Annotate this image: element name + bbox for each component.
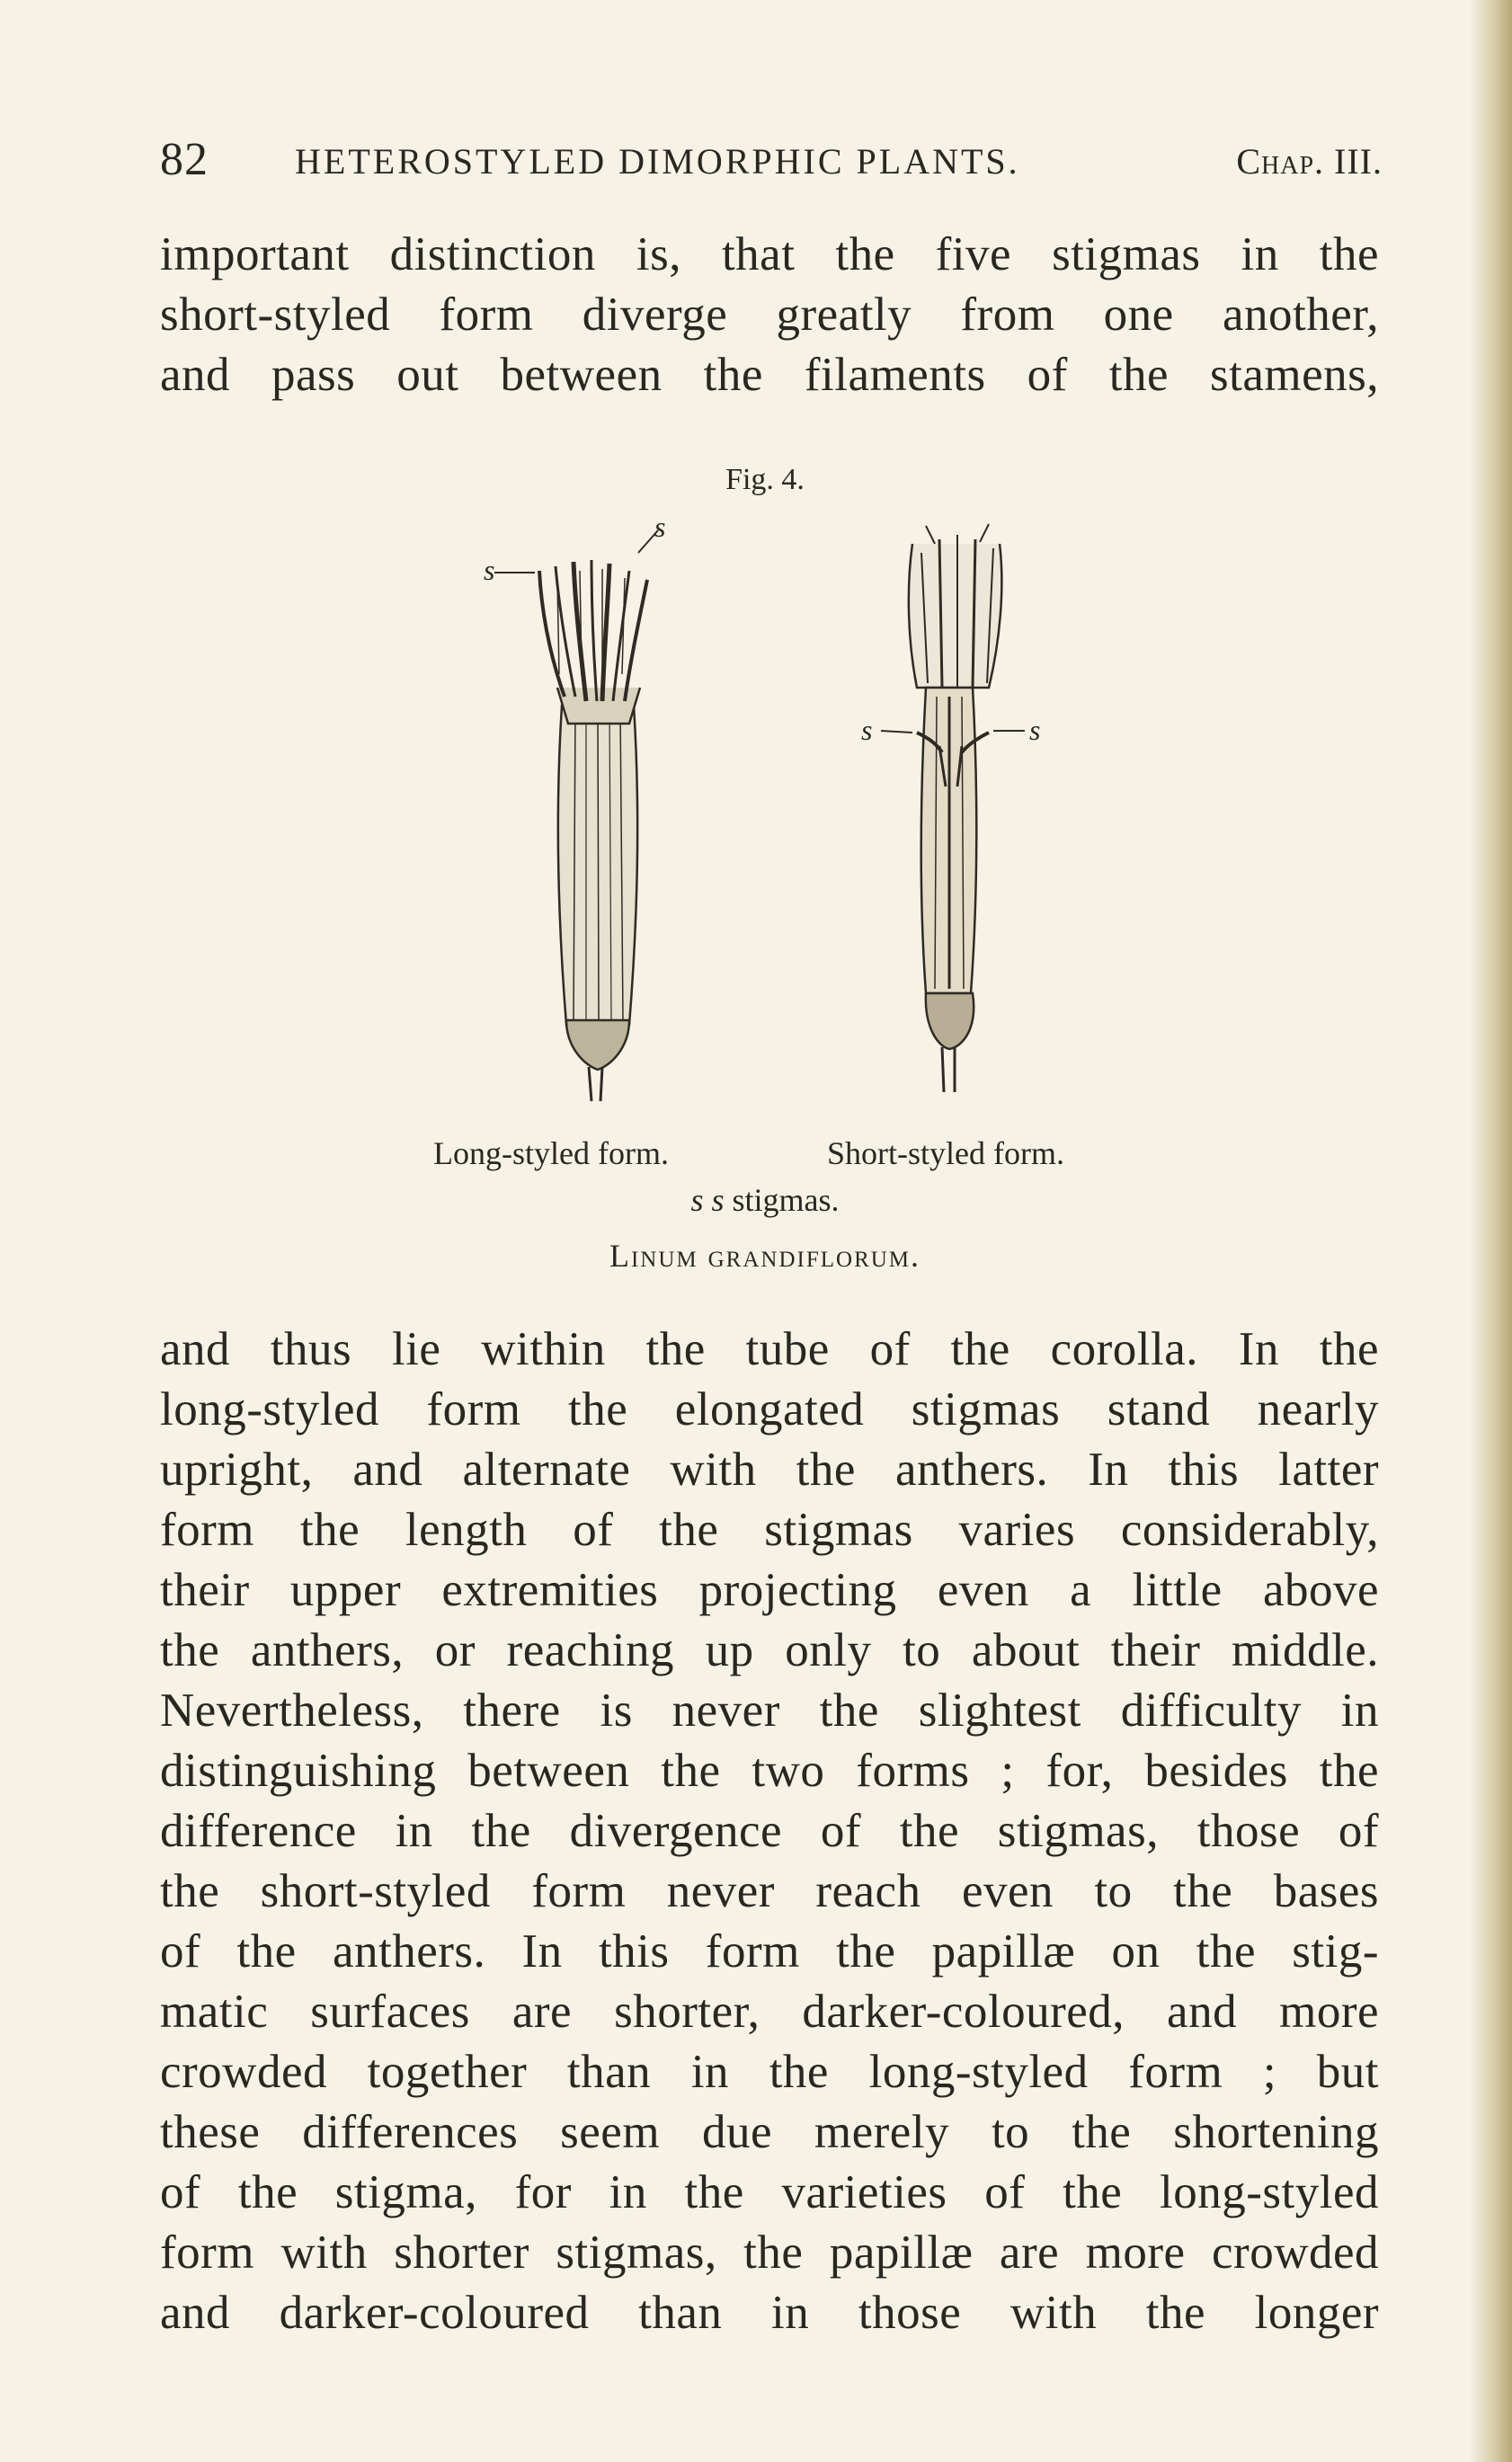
paragraph-bottom (160, 1320, 1379, 2343)
caption-stigmas-symbol: s s (690, 1182, 725, 1218)
text-line: of the stigma, for in the varieties of the long-styled (160, 2166, 1379, 2218)
text-line: and thus lie within the tube of the corolla. In the (160, 1323, 1379, 1375)
stigma-marker-short-left: s (861, 714, 873, 746)
text-line: and darker-coloured than in those with the longer (160, 2287, 1379, 2339)
running-header (160, 133, 1383, 183)
text-line: important distinction is, that the five stigmas in the (160, 228, 1379, 280)
figure-illustration (449, 517, 1097, 1110)
text-line: difference in the divergence of the stigmas, those of (160, 1805, 1379, 1857)
stigma-marker-left: s (484, 554, 495, 586)
text-line: matic surfaces are shorter, darker-coloured, and more (160, 1986, 1379, 2038)
caption-stigmas-text: stigmas. (724, 1182, 840, 1218)
text-line: their upper extremities projecting even a little above (160, 1564, 1379, 1616)
text-line: form the length of the stigmas varies considerably, (160, 1504, 1379, 1556)
text-line: Nevertheless, there is never the slightest difficulty in (160, 1684, 1379, 1737)
short-styled-flower (881, 524, 1025, 1092)
caption-long-styled: Long-styled form. (433, 1135, 669, 1171)
text-line: these differences seem due merely to the shortening (160, 2106, 1379, 2158)
stigma-marker-top: s (654, 517, 666, 543)
running-title: HETEROSTYLED DIMORPHIC PLANTS. (295, 141, 1020, 182)
chapter-label: Chap. III. (1236, 141, 1383, 182)
short-styled-calyx (926, 993, 974, 1049)
text-line: upright, and alternate with the anthers. In this latter (160, 1444, 1379, 1496)
text-line: the short-styled form never reach even to the bases (160, 1865, 1379, 1917)
text-line: and pass out between the filaments of the stamens, (160, 349, 1379, 401)
long-styled-stigma (591, 560, 597, 701)
text-line: of the anthers. In this form the papillæ on the stig- (160, 1925, 1379, 1978)
caption-stigmas (0, 1181, 1512, 1219)
long-styled-flower (494, 530, 658, 1101)
text-line: short-styled form diverge greatly from one another, (160, 289, 1379, 341)
stigma-marker-short-right: s (1029, 714, 1041, 746)
long-styled-stigma (602, 564, 609, 701)
caption-species: Linum grandiflorum. (609, 1238, 921, 1274)
long-styled-stigma (539, 571, 565, 697)
long-styled-calyx (566, 1020, 629, 1070)
long-styled-stigma (625, 580, 647, 701)
caption-short-styled: Short-styled form. (827, 1135, 1064, 1171)
paragraph-top (160, 225, 1379, 405)
page-edge-shadow (1469, 0, 1512, 2462)
text-line: form with shorter stigmas, the papillæ are more crowded (160, 2226, 1379, 2279)
text-line: crowded together than in the long-styled form ; but (160, 2046, 1379, 2098)
text-line: the anthers, or reaching up only to about their middle. (160, 1624, 1379, 1676)
figure-label: Fig. 4. (725, 463, 805, 496)
text-line: distinguishing between the two forms ; for, besides the (160, 1745, 1379, 1797)
text-line: long-styled form the elongated stigmas stand nearly (160, 1383, 1379, 1435)
page-number: 82 (160, 134, 209, 185)
